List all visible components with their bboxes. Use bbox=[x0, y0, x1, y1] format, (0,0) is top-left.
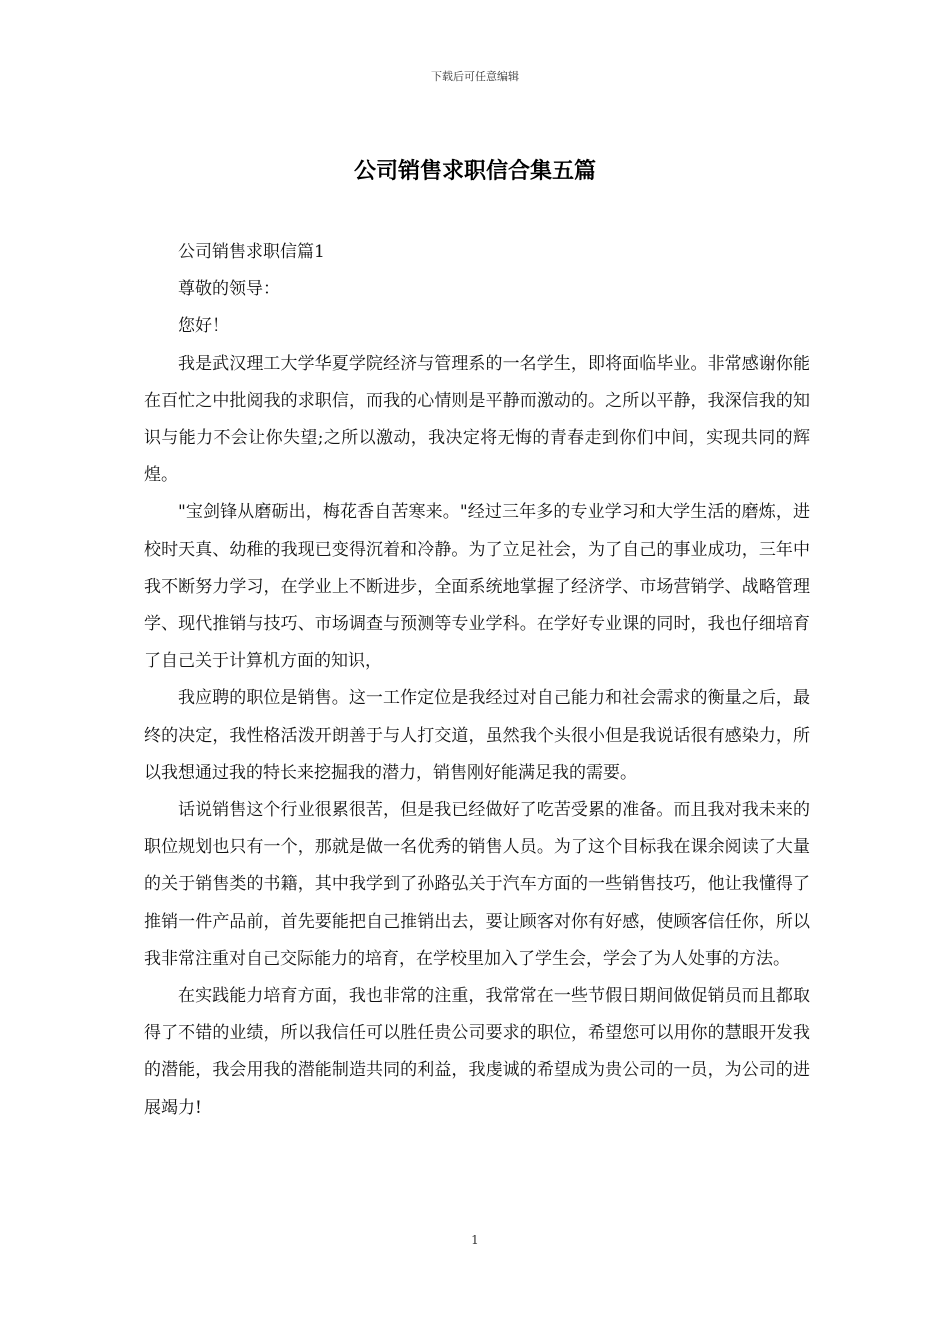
page-header: 下载后可任意编辑 bbox=[431, 70, 519, 83]
page-number: 1 bbox=[471, 1233, 479, 1247]
document-body bbox=[144, 234, 810, 1127]
salutation: 尊敬的领导： bbox=[178, 279, 280, 300]
greeting: 您好！ bbox=[178, 316, 229, 337]
body-paragraph: 我是武汉理工大学华夏学院经济与管理系的一名学生，即将面临毕业。非常感谢你能在百忙之中批阅我的求职信，而我的心情则是平静而激动的。之所以平静，我深信我的知识与能力不会让你失望;之所以激动，我决定将无悔的青春走到你们中间，实现共同的辉煌。 bbox=[144, 353, 810, 486]
body-paragraph: "宝剑锋从磨砺出，梅花香自苦寒来。"经过三年多的专业学习和大学生活的磨炼，进校时天真、幼稚的我现已变得沉着和冷静。为了立足社会，为了自己的事业成功，三年中我不断努力学习，在学业上不断进步，全面系统地掌握了经济学、市场营销学、战略管理学、现代推销与技巧、市场调查与预测等专业学科。在学好专业课的同时，我也仔细培育了自己关于计算机方面的知识， bbox=[144, 502, 810, 672]
section-heading: 公司销售求职信篇1 bbox=[178, 242, 325, 262]
document-title: 公司销售求职信合集五篇 bbox=[353, 158, 596, 184]
body-paragraph: 在实践能力培育方面，我也非常的注重，我常常在一些节假日期间做促销员而且都取得了不错的业绩，所以我信任可以胜任贵公司要求的职位，希望您可以用你的慧眼开发我的潜能，我会用我的潜能制造共同的利益，我虔诚的希望成为贵公司的一员，为公司的进展竭力! bbox=[144, 986, 810, 1118]
body-paragraph: 我应聘的职位是销售。这一工作定位是我经过对自己能力和社会需求的衡量之后，最终的决定，我性格活泼开朗善于与人打交道，虽然我个头很小但是我说话很有感染力，所以我想通过我的特长来挖掘我的潜力，销售刚好能满足我的需要。 bbox=[144, 688, 810, 783]
body-paragraph: 话说销售这个行业很累很苦，但是我已经做好了吃苦受累的准备。而且我对我未来的职位规划也只有一个，那就是做一名优秀的销售人员。为了这个目标我在课余阅读了大量的关于销售类的书籍，其中我学到了孙路弘关于汽车方面的一些销售技巧，他让我懂得了推销一件产品前，首先要能把自己推销出去，要让顾客对你有好感，使顾客信任你，所以我非常注重对自己交际能力的培育，在学校里加入了学生会，学会了为人处事的方法。 bbox=[144, 800, 810, 969]
